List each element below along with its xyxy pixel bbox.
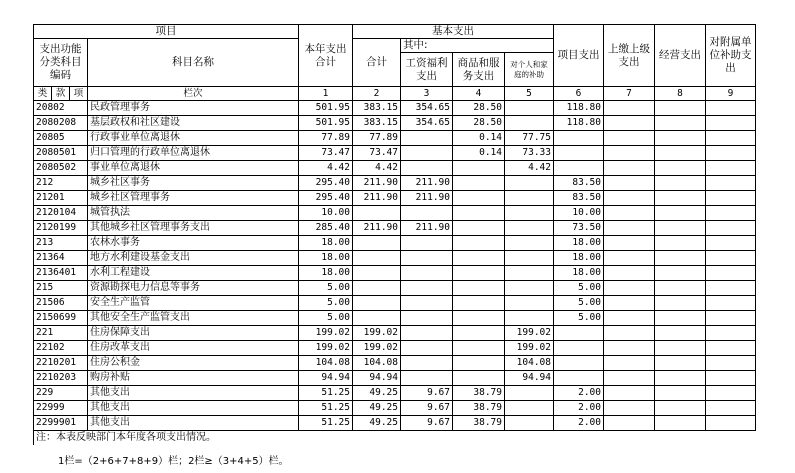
code-cell: 2299901 — [34, 416, 88, 431]
goods-cell — [453, 221, 505, 236]
business-cell — [655, 341, 706, 356]
subtotal-cell — [353, 251, 401, 266]
business-cell — [655, 416, 706, 431]
expenditure-table — [33, 24, 756, 445]
subsidy-cell — [706, 281, 756, 296]
upper-cell — [604, 266, 655, 281]
subject-name-cell: 住房保障支出 — [88, 326, 299, 341]
individual-cell — [505, 206, 554, 221]
table-row — [34, 236, 756, 251]
goods-cell — [453, 236, 505, 251]
wages-cell — [401, 296, 453, 311]
goods-cell — [453, 176, 505, 191]
code-cell: 212 — [34, 176, 88, 191]
business-cell — [655, 191, 706, 206]
total-cell: 199.02 — [299, 341, 353, 356]
header-basic: 基本支出 — [353, 25, 554, 39]
col-num: 1 — [299, 87, 353, 101]
subtotal-cell: 49.25 — [353, 386, 401, 401]
upper-cell — [604, 176, 655, 191]
code-cell: 21201 — [34, 191, 88, 206]
wages-cell: 211.90 — [401, 221, 453, 236]
project-cell: 118.80 — [554, 116, 604, 131]
goods-cell — [453, 191, 505, 206]
subsidy-cell — [706, 131, 756, 146]
upper-cell — [604, 401, 655, 416]
code-cell: 20805 — [34, 131, 88, 146]
subsidy-cell — [706, 176, 756, 191]
project-cell — [554, 356, 604, 371]
subsidy-cell — [706, 191, 756, 206]
total-cell: 10.00 — [299, 206, 353, 221]
subject-name-cell: 地方水利建设基金支出 — [88, 251, 299, 266]
project-cell: 118.80 — [554, 101, 604, 116]
code-cell: 2080208 — [34, 116, 88, 131]
goods-cell: 38.79 — [453, 386, 505, 401]
subject-name-cell: 城乡社区事务 — [88, 176, 299, 191]
table-row — [34, 221, 756, 236]
subsidy-cell — [706, 101, 756, 116]
subject-name-cell: 行政事业单位离退休 — [88, 131, 299, 146]
subsidy-cell — [706, 401, 756, 416]
upper-cell — [604, 236, 655, 251]
total-cell: 5.00 — [299, 281, 353, 296]
subsidy-cell — [706, 146, 756, 161]
subtotal-cell: 199.02 — [353, 326, 401, 341]
col-num: 3 — [401, 87, 453, 101]
table-row — [34, 191, 756, 206]
individual-cell — [505, 311, 554, 326]
code-cell: 213 — [34, 236, 88, 251]
subsidy-cell — [706, 341, 756, 356]
col-num: 8 — [655, 87, 706, 101]
table-row — [34, 311, 756, 326]
table-row — [34, 401, 756, 416]
wages-cell: 354.65 — [401, 101, 453, 116]
business-cell — [655, 371, 706, 386]
project-cell — [554, 341, 604, 356]
subject-name-cell: 城管执法 — [88, 206, 299, 221]
code-cell: 2080502 — [34, 161, 88, 176]
total-cell: 94.94 — [299, 371, 353, 386]
col-num: 9 — [706, 87, 756, 101]
subtotal-cell: 49.25 — [353, 401, 401, 416]
goods-cell — [453, 341, 505, 356]
header-of-which: 其中: — [401, 39, 554, 53]
project-cell: 18.00 — [554, 266, 604, 281]
header-project: 项目支出 — [554, 25, 604, 87]
subtotal-cell — [353, 296, 401, 311]
code-cell: 2120104 — [34, 206, 88, 221]
header-lei: 类 — [34, 87, 52, 101]
subject-name-cell: 安全生产监管 — [88, 296, 299, 311]
business-cell — [655, 401, 706, 416]
wages-cell: 9.67 — [401, 416, 453, 431]
subtotal-cell — [353, 206, 401, 221]
wages-cell: 9.67 — [401, 401, 453, 416]
code-cell: 2210203 — [34, 371, 88, 386]
individual-cell — [505, 416, 554, 431]
upper-cell — [604, 416, 655, 431]
subtotal-cell: 73.47 — [353, 146, 401, 161]
code-cell: 2210201 — [34, 356, 88, 371]
subject-name-cell: 事业单位离退休 — [88, 161, 299, 176]
business-cell — [655, 131, 706, 146]
upper-cell — [604, 371, 655, 386]
subject-name-cell: 其他支出 — [88, 416, 299, 431]
project-cell — [554, 146, 604, 161]
table-row — [34, 116, 756, 131]
subsidy-cell — [706, 326, 756, 341]
table-row — [34, 251, 756, 266]
upper-cell — [604, 146, 655, 161]
project-cell: 18.00 — [554, 236, 604, 251]
wages-cell — [401, 131, 453, 146]
total-cell: 51.25 — [299, 386, 353, 401]
code-cell: 22999 — [34, 401, 88, 416]
code-cell: 2080501 — [34, 146, 88, 161]
business-cell — [655, 266, 706, 281]
total-cell: 501.95 — [299, 116, 353, 131]
subtotal-cell: 77.89 — [353, 131, 401, 146]
header-lanci: 栏次 — [88, 87, 299, 101]
subsidy-cell — [706, 386, 756, 401]
code-cell: 2136401 — [34, 266, 88, 281]
table-row — [34, 386, 756, 401]
header-goods: 商品和服务支出 — [453, 53, 505, 87]
table-row — [34, 416, 756, 431]
individual-cell — [505, 221, 554, 236]
individual-cell — [505, 401, 554, 416]
upper-cell — [604, 311, 655, 326]
upper-cell — [604, 341, 655, 356]
header-business: 经营支出 — [655, 25, 706, 87]
table-row — [34, 101, 756, 116]
wages-cell — [401, 266, 453, 281]
wages-cell — [401, 356, 453, 371]
header-xiang: 项 — [70, 87, 88, 101]
subtotal-cell — [353, 311, 401, 326]
wages-cell — [401, 281, 453, 296]
individual-cell: 73.33 — [505, 146, 554, 161]
subsidy-cell — [706, 371, 756, 386]
code-cell: 2150699 — [34, 311, 88, 326]
wages-cell — [401, 371, 453, 386]
code-cell: 221 — [34, 326, 88, 341]
total-cell: 18.00 — [299, 236, 353, 251]
total-cell: 295.40 — [299, 191, 353, 206]
wages-cell — [401, 146, 453, 161]
code-cell: 22102 — [34, 341, 88, 356]
note-line-2: 1栏=（2+6+7+8+9）栏；2栏≥（3+4+5）栏。 — [58, 456, 289, 467]
individual-cell: 94.94 — [505, 371, 554, 386]
header-upper: 上缴上级支出 — [604, 25, 655, 87]
subsidy-cell — [706, 296, 756, 311]
project-cell: 5.00 — [554, 281, 604, 296]
business-cell — [655, 146, 706, 161]
goods-cell: 38.79 — [453, 401, 505, 416]
subtotal-cell: 199.02 — [353, 341, 401, 356]
project-cell: 2.00 — [554, 386, 604, 401]
table-row — [34, 281, 756, 296]
total-cell: 199.02 — [299, 326, 353, 341]
business-cell — [655, 281, 706, 296]
subsidy-cell — [706, 221, 756, 236]
upper-cell — [604, 206, 655, 221]
subject-name-cell: 购房补贴 — [88, 371, 299, 386]
code-cell: 21506 — [34, 296, 88, 311]
subsidy-cell — [706, 311, 756, 326]
business-cell — [655, 251, 706, 266]
total-cell: 51.25 — [299, 401, 353, 416]
subject-name-cell: 住房公积金 — [88, 356, 299, 371]
col-num: 5 — [505, 87, 554, 101]
project-cell: 2.00 — [554, 401, 604, 416]
subtotal-cell — [353, 266, 401, 281]
individual-cell — [505, 176, 554, 191]
subtotal-cell: 94.94 — [353, 371, 401, 386]
goods-cell — [453, 281, 505, 296]
business-cell — [655, 161, 706, 176]
subject-name-cell: 城乡社区管理事务 — [88, 191, 299, 206]
subtotal-cell: 211.90 — [353, 221, 401, 236]
subsidy-cell — [706, 236, 756, 251]
subject-name-cell: 基层政权和社区建设 — [88, 116, 299, 131]
header-item: 项目 — [34, 25, 299, 39]
individual-cell — [505, 386, 554, 401]
total-cell: 18.00 — [299, 266, 353, 281]
table-row — [34, 296, 756, 311]
header-subtotal: 合计 — [353, 39, 401, 87]
code-cell: 2120199 — [34, 221, 88, 236]
subtotal-cell: 49.25 — [353, 416, 401, 431]
upper-cell — [604, 191, 655, 206]
wages-cell — [401, 161, 453, 176]
header-total-year: 本年支出合计 — [299, 25, 353, 87]
project-cell: 83.50 — [554, 176, 604, 191]
individual-cell: 4.42 — [505, 161, 554, 176]
upper-cell — [604, 326, 655, 341]
header-kuan: 款 — [52, 87, 70, 101]
subject-name-cell: 资源勘探电力信息等事务 — [88, 281, 299, 296]
col-num: 4 — [453, 87, 505, 101]
subtotal-cell: 104.08 — [353, 356, 401, 371]
wages-cell: 354.65 — [401, 116, 453, 131]
goods-cell — [453, 161, 505, 176]
subtotal-cell — [353, 281, 401, 296]
goods-cell — [453, 326, 505, 341]
table-row — [34, 131, 756, 146]
table-row — [34, 206, 756, 221]
table-row — [34, 326, 756, 341]
project-cell: 5.00 — [554, 296, 604, 311]
goods-cell: 0.14 — [453, 131, 505, 146]
upper-cell — [604, 296, 655, 311]
subject-name-cell: 其他支出 — [88, 401, 299, 416]
subsidy-cell — [706, 416, 756, 431]
code-cell: 215 — [34, 281, 88, 296]
note-line-1: 注：本表反映部门本年度各项支出情况。 — [34, 431, 756, 446]
upper-cell — [604, 251, 655, 266]
individual-cell: 77.75 — [505, 131, 554, 146]
individual-cell — [505, 116, 554, 131]
goods-cell: 38.79 — [453, 416, 505, 431]
project-cell: 2.00 — [554, 416, 604, 431]
individual-cell — [505, 266, 554, 281]
project-cell: 18.00 — [554, 251, 604, 266]
project-cell: 73.50 — [554, 221, 604, 236]
project-cell — [554, 326, 604, 341]
individual-cell: 199.02 — [505, 326, 554, 341]
wages-cell — [401, 341, 453, 356]
goods-cell: 0.14 — [453, 146, 505, 161]
business-cell — [655, 326, 706, 341]
wages-cell — [401, 251, 453, 266]
total-cell: 5.00 — [299, 296, 353, 311]
upper-cell — [604, 356, 655, 371]
individual-cell — [505, 101, 554, 116]
code-cell: 21364 — [34, 251, 88, 266]
subsidy-cell — [706, 266, 756, 281]
wages-cell: 211.90 — [401, 176, 453, 191]
project-cell — [554, 131, 604, 146]
subtotal-cell: 383.15 — [353, 101, 401, 116]
col-num: 7 — [604, 87, 655, 101]
header-subsidy: 对附属单位补助支出 — [706, 25, 756, 87]
wages-cell — [401, 206, 453, 221]
goods-cell — [453, 311, 505, 326]
goods-cell — [453, 251, 505, 266]
subsidy-cell — [706, 206, 756, 221]
subject-name-cell: 归口管理的行政单位离退休 — [88, 146, 299, 161]
project-cell: 5.00 — [554, 311, 604, 326]
subsidy-cell — [706, 116, 756, 131]
business-cell — [655, 101, 706, 116]
business-cell — [655, 206, 706, 221]
subtotal-cell — [353, 236, 401, 251]
table-row — [34, 371, 756, 386]
subject-name-cell: 农林水事务 — [88, 236, 299, 251]
business-cell — [655, 176, 706, 191]
subtotal-cell: 4.42 — [353, 161, 401, 176]
project-cell: 83.50 — [554, 191, 604, 206]
individual-cell — [505, 191, 554, 206]
total-cell: 104.08 — [299, 356, 353, 371]
goods-cell: 28.50 — [453, 116, 505, 131]
project-cell — [554, 161, 604, 176]
individual-cell — [505, 236, 554, 251]
goods-cell — [453, 296, 505, 311]
total-cell: 51.25 — [299, 416, 353, 431]
upper-cell — [604, 221, 655, 236]
individual-cell — [505, 251, 554, 266]
total-cell: 501.95 — [299, 101, 353, 116]
individual-cell — [505, 281, 554, 296]
table-row — [34, 161, 756, 176]
subtotal-cell: 211.90 — [353, 191, 401, 206]
header-code-group: 支出功能分类科目编码 — [34, 39, 88, 87]
total-cell: 73.47 — [299, 146, 353, 161]
subject-name-cell: 民政管理事务 — [88, 101, 299, 116]
wages-cell — [401, 236, 453, 251]
subsidy-cell — [706, 251, 756, 266]
subtotal-cell: 211.90 — [353, 176, 401, 191]
subject-name-cell: 其他安全生产监管支出 — [88, 311, 299, 326]
individual-cell: 104.08 — [505, 356, 554, 371]
table-body — [34, 101, 756, 431]
wages-cell: 9.67 — [401, 386, 453, 401]
col-num: 6 — [554, 87, 604, 101]
total-cell: 285.40 — [299, 221, 353, 236]
goods-cell — [453, 266, 505, 281]
goods-cell: 28.50 — [453, 101, 505, 116]
subsidy-cell — [706, 356, 756, 371]
wages-cell — [401, 326, 453, 341]
upper-cell — [604, 161, 655, 176]
table-row — [34, 146, 756, 161]
upper-cell — [604, 386, 655, 401]
business-cell — [655, 356, 706, 371]
subject-name-cell: 水利工程建设 — [88, 266, 299, 281]
table-row — [34, 176, 756, 191]
wages-cell — [401, 311, 453, 326]
subject-name-cell: 其他城乡社区管理事务支出 — [88, 221, 299, 236]
total-cell: 18.00 — [299, 251, 353, 266]
upper-cell — [604, 116, 655, 131]
table-row — [34, 341, 756, 356]
header-individual: 对个人和家庭的补助 — [505, 53, 554, 87]
individual-cell — [505, 296, 554, 311]
subject-name-cell: 住房改革支出 — [88, 341, 299, 356]
business-cell — [655, 116, 706, 131]
business-cell — [655, 311, 706, 326]
goods-cell — [453, 206, 505, 221]
business-cell — [655, 296, 706, 311]
subsidy-cell — [706, 161, 756, 176]
individual-cell: 199.02 — [505, 341, 554, 356]
wages-cell: 211.90 — [401, 191, 453, 206]
code-cell: 20802 — [34, 101, 88, 116]
upper-cell — [604, 131, 655, 146]
goods-cell — [453, 371, 505, 386]
header-wages: 工资福利支出 — [401, 53, 453, 87]
business-cell — [655, 221, 706, 236]
table-row — [34, 266, 756, 281]
total-cell: 295.40 — [299, 176, 353, 191]
project-cell: 10.00 — [554, 206, 604, 221]
upper-cell — [604, 281, 655, 296]
table-row — [34, 356, 756, 371]
col-num: 2 — [353, 87, 401, 101]
total-cell: 5.00 — [299, 311, 353, 326]
header-subject-name: 科目名称 — [88, 39, 299, 87]
project-cell — [554, 371, 604, 386]
upper-cell — [604, 101, 655, 116]
total-cell: 4.42 — [299, 161, 353, 176]
subject-name-cell: 其他支出 — [88, 386, 299, 401]
business-cell — [655, 386, 706, 401]
subtotal-cell: 383.15 — [353, 116, 401, 131]
total-cell: 77.89 — [299, 131, 353, 146]
business-cell — [655, 236, 706, 251]
goods-cell — [453, 356, 505, 371]
code-cell: 229 — [34, 386, 88, 401]
